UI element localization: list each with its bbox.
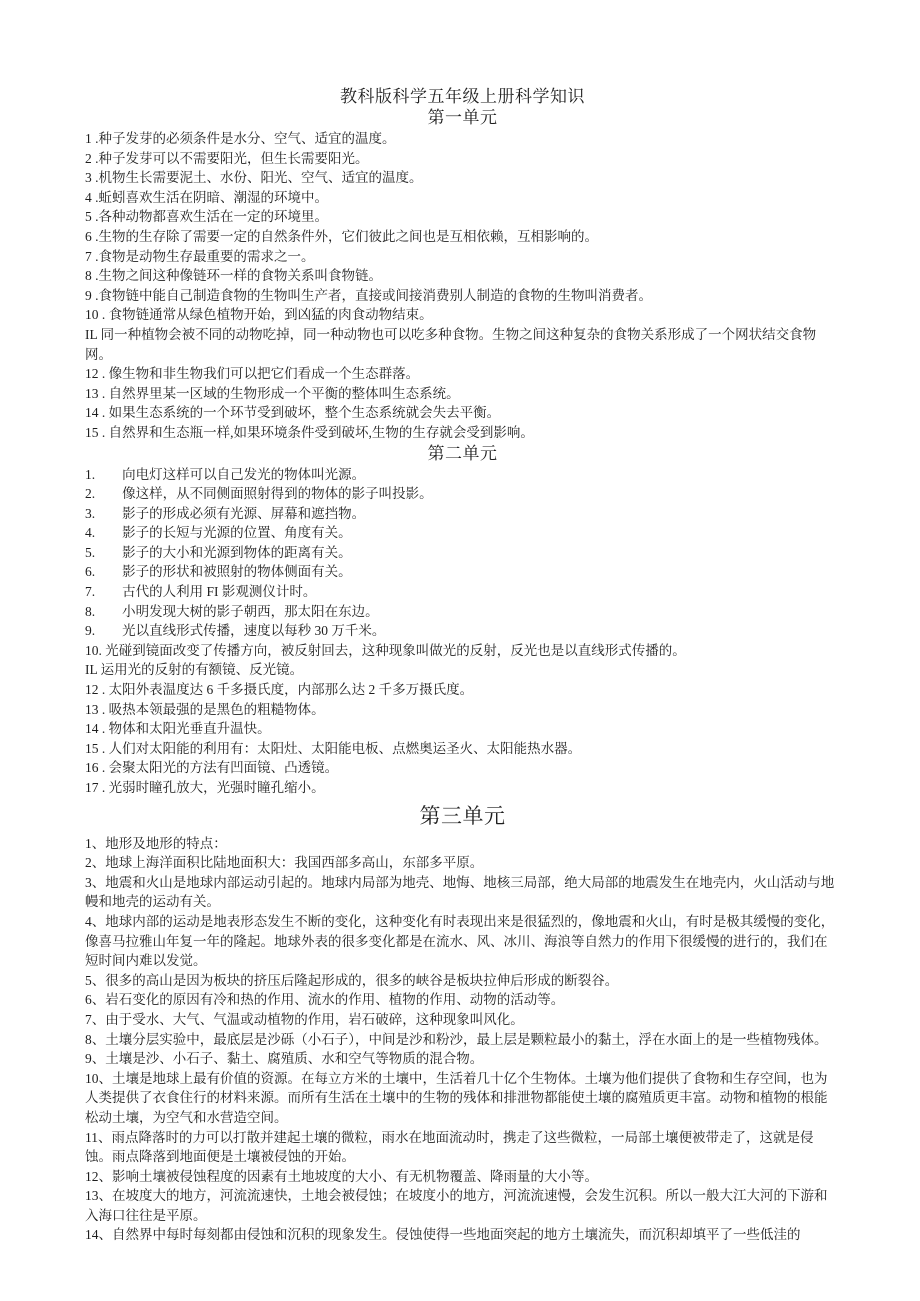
list-item: 8. 小明发现大树的影子朝西，那太阳在东边。	[85, 603, 379, 619]
list-item: IL 同一种植物会被不同的动物吃掉，同一种动物也可以吃多种食物。生物之间这种复杂的食物关系形成了一个网状结交食物网。	[85, 326, 817, 362]
list-item: 8 .生物之间这种像链环一样的食物关系叫食物链。	[85, 268, 382, 284]
list-item: 17 . 光弱时瞳孔放大，光强时瞳孔缩小。	[85, 780, 325, 795]
list-item: 4. 影子的长短与光源的位置、角度有关。	[85, 525, 352, 541]
list-item: 9. 光以直线形式传播，速度以每秒 30 万千米。	[85, 623, 386, 639]
list-item: 6 .生物的生存除了需要一定的自然条件外，它们彼此之间也是互相依赖，互相影响的。	[85, 228, 598, 244]
list-item: 3、地震和火山是地球内部运动引起的。地球内局部为地壳、地悔、地核三局部，绝大局部的地震发生在地壳内，火山活动与地幔和地壳的运动有关。	[85, 874, 835, 910]
list-item: 7、由于受水、大气、气温或动植物的作用，岩石破碎，这种现象叫风化。	[85, 1011, 524, 1027]
list-item: 5 .各种动物都喜欢生活在一定的环境里。	[85, 209, 328, 225]
list-item: 8、土壤分层实验中，最底层是沙砾（小石子），中间是沙和粉沙，最上层是颗粒最小的黏土，浮在水面上的是一些植物残体。	[85, 1031, 828, 1047]
list-item: 2、地球上海洋面积比陆地面积大：我国西部多高山，东部多平原。	[85, 855, 484, 871]
list-item: IL 运用光的反射的有额镜、反光镜。	[85, 662, 304, 678]
list-item: 14、自然界中每时每刻都由侵蚀和沉积的现象发生。侵蚀使得一些地面突起的地方土壤流失，而沉积却填平了一些低洼的	[85, 1227, 801, 1243]
list-item: 13、在坡度大的地方，河流流速快，土地会被侵蚀；在坡度小的地方，河流流速慢，会发生沉积。所以一般大江大河的下游和入海口往往是平原。	[85, 1188, 828, 1223]
list-item: 7. 古代的人利用 FI 影观测仪计时。	[85, 584, 317, 600]
list-item: 6. 影子的形状和被照射的物体侧面有关。	[85, 564, 352, 580]
unit-heading-3: 第三单元	[419, 803, 506, 828]
list-item: 11、雨点降落时的力可以打散并建起土壤的微粒，雨水在地面流动时，携走了这些微粒，一局部土壤便被带走了，这就是侵蚀。雨点降落到地面便是土壤被侵蚀的开始。	[85, 1129, 814, 1165]
list-item: 4、地球内部的运动是地表形态发生不断的变化，这种变化有时表现出来是很猛烈的，像地震和火山，有时是极其缓慢的变化，像喜马拉雅山年复一年的隆起。地球外表的很多变化都是在流水、风、冰川、海浪等自然力的作用下很缓慢的进行的，我们在短时间内难以发觉。	[85, 913, 835, 969]
list-item: 14 . 如果生态系统的一个环节受到破坏，整个生态系统就会失去平衡。	[85, 405, 501, 421]
list-item: 5. 影子的大小和光源到物体的距离有关。	[85, 544, 352, 560]
list-item: 15 . 人们对太阳能的利用有：太阳灶、太阳能电板、点燃奥运圣火、太阳能热水器。	[85, 740, 582, 756]
list-item: 7 .食物是动物生存最重要的需求之一。	[85, 248, 315, 264]
list-item: 9 .食物链中能自己制造食物的生物叫生产者，直接或间接消费别人制造的食物的生物叫消费者。	[85, 287, 652, 303]
list-item: 1、地形及地形的特点：	[85, 835, 227, 851]
list-item: 1 .种子发芽的必须条件是水分、空气、适宜的温度。	[85, 131, 396, 146]
list-item: 5、很多的高山是因为板块的挤压后隆起形成的，很多的峡谷是板块拉伸后形成的断裂谷。	[85, 972, 619, 988]
list-item: 10、土壤是地球上最有价值的资源。在每立方米的土壤中，生活着几十亿个生物体。土壤为他们提供了食物和生存空间，也为人类提供了衣食住行的材料来源。而所有生活在土壤中的生物的残体和排泄物都能使土壤的腐殖质更丰富。动物和植物的根能松动土壤，为空气和水营造空间。	[85, 1070, 828, 1125]
list-item: 1. 向电灯这样可以自己发光的物体叫光源。	[85, 466, 366, 482]
list-item: 16 . 会聚太阳光的方法有凹面镜、凸透镜。	[85, 760, 339, 776]
list-item: 12 . 像生物和非生物我们可以把它们看成一个生态群落。	[85, 366, 420, 382]
list-item: 10 . 食物链通常从绿色植物开始，到凶猛的肉食动物结束。	[85, 307, 433, 323]
list-item: 3 .机物生长需要泥土、水份、阳光、空气、适宜的温度。	[85, 170, 423, 186]
unit-heading-2: 第二单元	[427, 443, 498, 463]
list-item: 2. 像这样，从不同侧面照射得到的物体的影子叫投影。	[85, 486, 433, 502]
list-item: 15 . 自然界和生态瓶一样,如果环境条件受到破坏,生物的生存就会受到影响。	[85, 424, 534, 440]
list-item: 3. 影子的形成必须有光源、屏幕和遮挡物。	[85, 505, 366, 521]
list-item: 10. 光碰到镜面改变了传播方向，被反射回去，这种现象叫做光的反射，反光也是以直线形式传播的。	[85, 642, 686, 658]
list-item: 12 . 太阳外表温度达 6 千多摄氏度，内部那么达 2 千多万摄氏度。	[85, 682, 474, 698]
list-item: 9、土壤是沙、小石子、黏土、腐殖质、水和空气等物质的混合物。	[85, 1051, 484, 1067]
list-item: 6、岩石变化的原因有冷和热的作用、流水的作用、植物的作用、动物的活动等。	[85, 992, 565, 1008]
document-sections	[85, 107, 840, 1245]
list-item: 13 . 吸热本领最强的是黑色的粗糙物体。	[85, 701, 325, 717]
list-item: 14 . 物体和太阳光垂直升温快。	[85, 721, 271, 737]
list-item: 13 . 自然界里某一区域的生物形成一个平衡的整体叫生态系统。	[85, 385, 460, 401]
list-item: 12、影响土壤被侵蚀程度的因素有土地坡度的大小、有无机物覆盖、降雨量的大小等。	[85, 1168, 598, 1184]
list-item: 2 .种子发芽可以不需要阳光，但生长需要阳光。	[85, 150, 369, 166]
unit-heading-1: 第一单元	[427, 108, 498, 127]
list-item: 4 .蚯蚓喜欢生活在阴暗、潮湿的环境中。	[85, 189, 328, 205]
document-title: 教科版科学五年级上册科学知识	[340, 87, 585, 106]
